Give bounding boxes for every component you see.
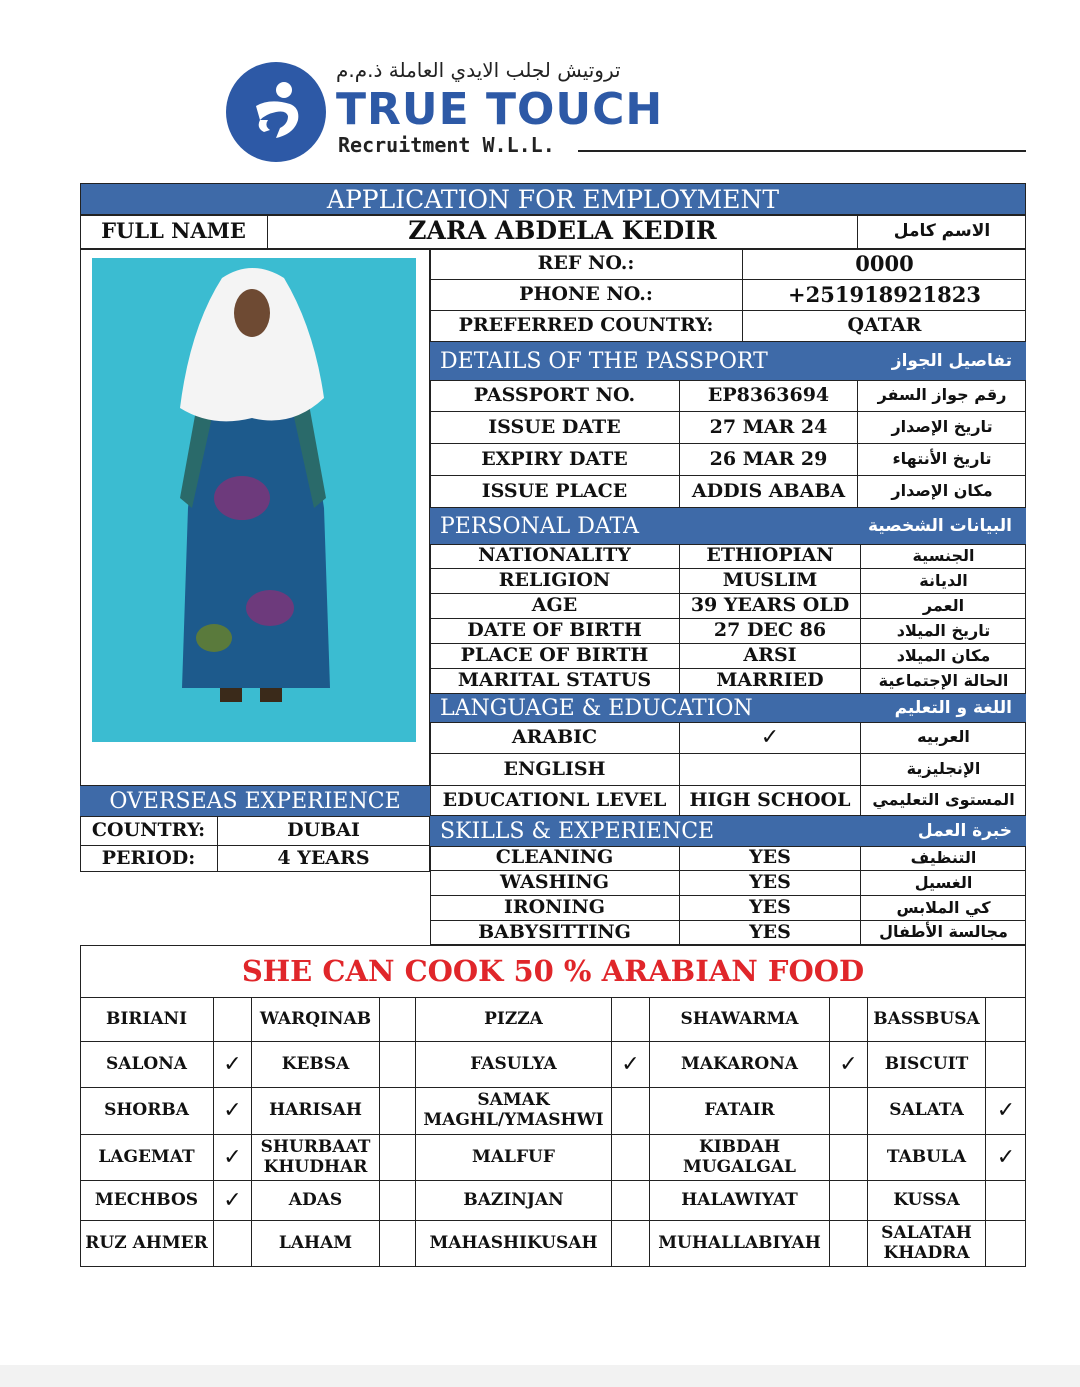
logo-title: TRUE TOUCH xyxy=(336,84,664,135)
language-label: ARABIC xyxy=(430,722,680,754)
food-check xyxy=(986,998,1026,1042)
food-item: KUSSA xyxy=(868,1181,986,1221)
personal-value: 27 DEC 86 xyxy=(680,619,861,644)
skills-label: WASHING xyxy=(430,871,680,896)
language-value: HIGH SCHOOL xyxy=(680,786,861,816)
food-check xyxy=(380,1042,416,1088)
passport-label: ISSUE PLACE xyxy=(430,476,680,508)
food-item: LAHAM xyxy=(252,1221,380,1267)
passport-label: EXPIRY DATE xyxy=(430,444,680,476)
food-item: BISCUIT xyxy=(868,1042,986,1088)
food-item: LAGEMAT xyxy=(80,1135,214,1181)
food-item: KIBDAH MUGALGAL xyxy=(650,1135,830,1181)
language-label-ar: العربيه xyxy=(861,722,1026,754)
food-check: ✓ xyxy=(986,1135,1026,1181)
food-check: ✓ xyxy=(612,1042,650,1088)
language-label: ENGLISH xyxy=(430,754,680,786)
skills-value: YES xyxy=(680,921,861,945)
overseas-country-label: COUNTRY: xyxy=(80,816,218,846)
phone-label: PHONE NO.: xyxy=(430,280,743,311)
passport-label-ar: مكان الإصدار xyxy=(858,476,1026,508)
food-item: MAHASHIKUSAH xyxy=(416,1221,612,1267)
food-check xyxy=(830,1181,868,1221)
food-check xyxy=(830,998,868,1042)
food-check xyxy=(380,1181,416,1221)
food-item: MECHBOS xyxy=(80,1181,214,1221)
preferred-country-label: PREFERRED COUNTRY: xyxy=(430,311,743,342)
passport-label: ISSUE DATE xyxy=(430,412,680,444)
preferred-country-value: QATAR xyxy=(743,311,1026,342)
personal-value: ETHIOPIAN xyxy=(680,544,861,569)
food-item: HARISAH xyxy=(252,1088,380,1135)
food-item: SALONA xyxy=(80,1042,214,1088)
logo-arabic-text: تروتيش لجلب الايدي العاملة ذ.م.م xyxy=(336,58,621,82)
passport-label-ar: تاريخ الأنتهاء xyxy=(858,444,1026,476)
food-check xyxy=(380,1088,416,1135)
logo-subtitle: Recruitment W.L.L. xyxy=(338,133,555,157)
skills-header-ar: خبرة العمل xyxy=(917,821,1012,841)
food-check: ✓ xyxy=(214,1042,252,1088)
personal-label-ar: الحالة الإجتماعية xyxy=(861,669,1026,694)
personal-value: MARRIED xyxy=(680,669,861,694)
phone-value: +251918921823 xyxy=(743,280,1026,311)
personal-label-ar: مكان الميلاد xyxy=(861,644,1026,669)
personal-label-ar: تاريخ الميلاد xyxy=(861,619,1026,644)
ref-label: REF NO.: xyxy=(430,249,743,280)
food-check xyxy=(986,1221,1026,1267)
ref-value: 0000 xyxy=(743,249,1026,280)
food-check xyxy=(380,1221,416,1267)
food-item: HALAWIYAT xyxy=(650,1181,830,1221)
personal-header-ar: البيانات الشخصية xyxy=(867,516,1012,536)
language-label-ar: المستوى التعليمي xyxy=(861,786,1026,816)
skills-label: BABYSITTING xyxy=(430,921,680,945)
overseas-header-title: OVERSEAS EXPERIENCE xyxy=(109,788,401,814)
food-item: KEBSA xyxy=(252,1042,380,1088)
language-header xyxy=(430,694,1026,722)
food-item: SHAWARMA xyxy=(650,998,830,1042)
passport-header xyxy=(430,342,1026,380)
skills-label: IRONING xyxy=(430,896,680,921)
food-item: SHORBA xyxy=(80,1088,214,1135)
food-check: ✓ xyxy=(214,1181,252,1221)
language-label: EDUCATIONL LEVEL xyxy=(430,786,680,816)
passport-header-title: DETAILS OF THE PASSPORT xyxy=(440,348,768,374)
full-name-value: ZARA ABDELA KEDIR xyxy=(268,215,858,249)
language-value xyxy=(680,754,861,786)
skills-value: YES xyxy=(680,896,861,921)
passport-value: 27 MAR 24 xyxy=(680,412,858,444)
overseas-period-value: 4 YEARS xyxy=(218,846,430,872)
food-check xyxy=(612,1088,650,1135)
personal-label-ar: الجنسية xyxy=(861,544,1026,569)
personal-label: MARITAL STATUS xyxy=(430,669,680,694)
cooking-headline: SHE CAN COOK 50 % ARABIAN FOOD xyxy=(80,945,1026,998)
skills-value: YES xyxy=(680,871,861,896)
food-check xyxy=(612,998,650,1042)
skills-label-ar: الغسيل xyxy=(861,871,1026,896)
personal-header-title: PERSONAL DATA xyxy=(440,513,639,539)
applicant-figure-icon xyxy=(92,258,416,742)
passport-label-ar: رقم جواز السفر xyxy=(858,380,1026,412)
personal-header xyxy=(430,508,1026,544)
food-check xyxy=(986,1042,1026,1088)
food-check xyxy=(830,1088,868,1135)
food-item: SHURBAAT KHUDHAR xyxy=(252,1135,380,1181)
passport-label: PASSPORT NO. xyxy=(430,380,680,412)
food-check xyxy=(830,1135,868,1181)
food-check: ✓ xyxy=(830,1042,868,1088)
personal-label: AGE xyxy=(430,594,680,619)
food-item: WARQINAB xyxy=(252,998,380,1042)
passport-value: EP8363694 xyxy=(680,380,858,412)
personal-value: MUSLIM xyxy=(680,569,861,594)
food-check xyxy=(214,1221,252,1267)
personal-label-ar: العمر xyxy=(861,594,1026,619)
skills-label-ar: التنظيف xyxy=(861,846,1026,871)
skills-label-ar: مجالسة الأطفال xyxy=(861,921,1026,945)
language-label-ar: الإنجليزية xyxy=(861,754,1026,786)
passport-header-ar: تفاصيل الجواز xyxy=(891,351,1012,371)
food-check xyxy=(214,998,252,1042)
food-item: FASULYA xyxy=(416,1042,612,1088)
personal-label: RELIGION xyxy=(430,569,680,594)
full-name-label-ar: الاسم كامل xyxy=(858,215,1026,249)
form-title-bar xyxy=(80,183,1026,215)
personal-label: DATE OF BIRTH xyxy=(430,619,680,644)
food-check: ✓ xyxy=(986,1088,1026,1135)
food-check xyxy=(986,1181,1026,1221)
food-check: ✓ xyxy=(214,1135,252,1181)
personal-label-ar: الديانة xyxy=(861,569,1026,594)
food-check xyxy=(612,1181,650,1221)
food-item: SAMAK MAGHL/YMASHWI xyxy=(416,1088,612,1135)
passport-label-ar: تاريخ الإصدار xyxy=(858,412,1026,444)
language-value: ✓ xyxy=(680,722,861,754)
food-item: BASSBUSA xyxy=(868,998,986,1042)
logo-figure-icon xyxy=(250,80,308,142)
food-item: MAKARONA xyxy=(650,1042,830,1088)
personal-value: ARSI xyxy=(680,644,861,669)
food-item: MUHALLABIYAH xyxy=(650,1221,830,1267)
skills-label-ar: كي الملابس xyxy=(861,896,1026,921)
language-header-title: LANGUAGE & EDUCATION xyxy=(440,695,753,721)
food-item: FATAIR xyxy=(650,1088,830,1135)
overseas-header xyxy=(80,786,430,816)
passport-value: 26 MAR 29 xyxy=(680,444,858,476)
form-title: APPLICATION FOR EMPLOYMENT xyxy=(326,184,780,214)
food-item: SALATA xyxy=(868,1088,986,1135)
skills-header-title: SKILLS & EXPERIENCE xyxy=(440,818,715,844)
logo-underline xyxy=(578,150,1026,152)
personal-label: NATIONALITY xyxy=(430,544,680,569)
food-item: TABULA xyxy=(868,1135,986,1181)
applicant-photo xyxy=(92,258,416,742)
food-check xyxy=(612,1221,650,1267)
food-item: MALFUF xyxy=(416,1135,612,1181)
food-check xyxy=(380,1135,416,1181)
food-item: SALATAH KHADRA xyxy=(868,1221,986,1267)
personal-value: 39 YEARS OLD xyxy=(680,594,861,619)
passport-value: ADDIS ABABA xyxy=(680,476,858,508)
language-header-ar: اللغة و التعليم xyxy=(894,698,1012,718)
food-item: PIZZA xyxy=(416,998,612,1042)
food-item: ADAS xyxy=(252,1181,380,1221)
overseas-country-value: DUBAI xyxy=(218,816,430,846)
skills-value: YES xyxy=(680,846,861,871)
personal-label: PLACE OF BIRTH xyxy=(430,644,680,669)
skills-header xyxy=(430,816,1026,846)
food-check xyxy=(612,1135,650,1181)
food-item: RUZ AHMER xyxy=(80,1221,214,1267)
food-check xyxy=(380,998,416,1042)
full-name-label: FULL NAME xyxy=(80,215,268,249)
food-item: BAZINJAN xyxy=(416,1181,612,1221)
food-check xyxy=(830,1221,868,1267)
skills-label: CLEANING xyxy=(430,846,680,871)
overseas-period-label: PERIOD: xyxy=(80,846,218,872)
food-check: ✓ xyxy=(214,1088,252,1135)
food-item: BIRIANI xyxy=(80,998,214,1042)
